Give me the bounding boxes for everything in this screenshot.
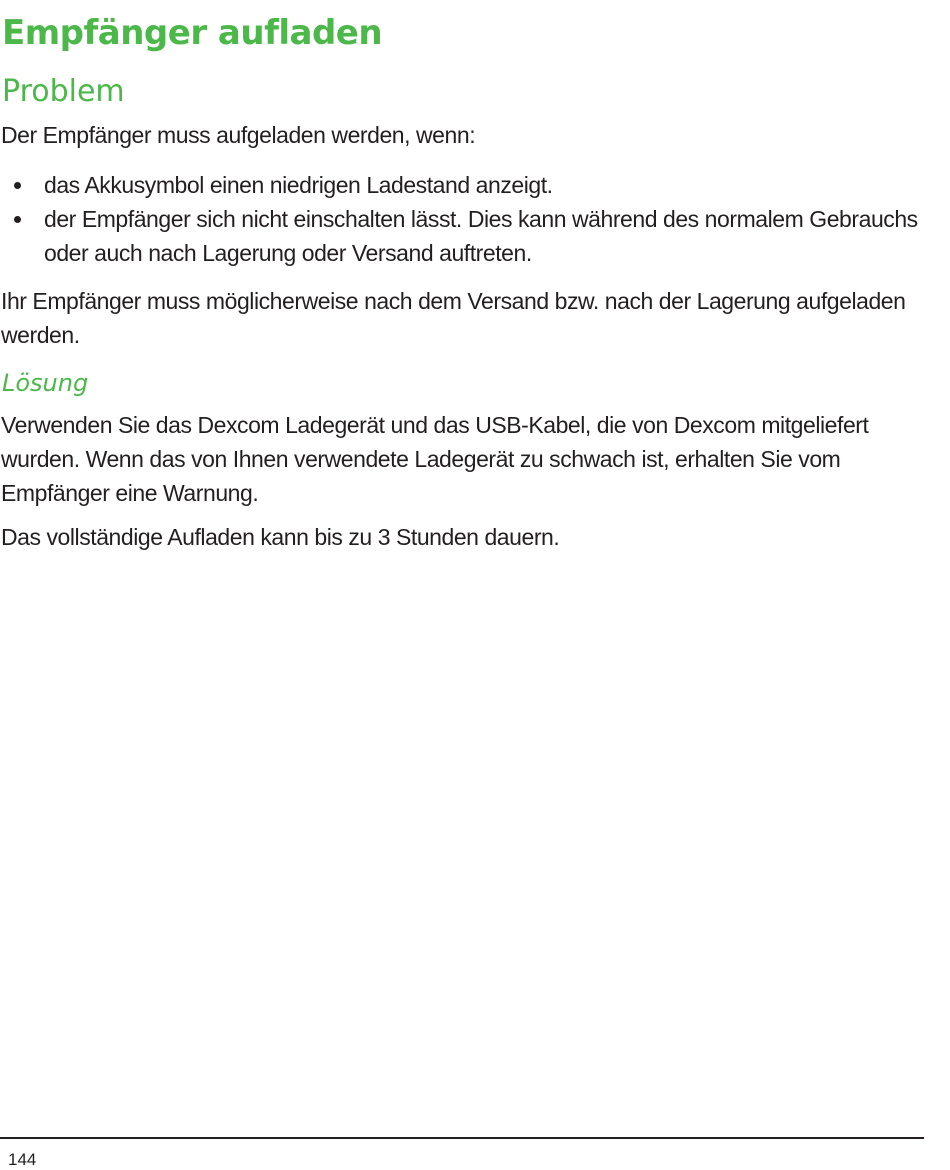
bullet-icon [14,216,21,223]
solution-heading: Lösung [2,369,89,397]
list-item [0,168,920,202]
page-number: 144 [8,1150,37,1169]
problem-intro: Der Empfänger muss aufgeladen werden, wenn: [1,122,476,148]
footer-divider [0,1137,924,1139]
problem-note: Ihr Empfänger muss möglicherweise nach dem Versand bzw. nach der Lagerung aufgeladen werden. [1,288,906,348]
list-item-text: der Empfänger sich nicht einschalten lässt. Dies kann während des normalem Gebrauchs oder auch nach Lagerung oder Versand auftreten. [44,206,918,266]
page-title: Empfänger aufladen [2,13,383,53]
charging-duration-text: Das vollständige Aufladen kann bis zu 3 Stunden dauern. [1,524,560,550]
solution-text: Verwenden Sie das Dexcom Ladegerät und das USB-Kabel, die von Dexcom mitgeliefert wurden. Wenn das von Ihnen verwendete Ladegerät zu schwach ist, erhalten Sie vom Empfänger eine Warnung. [1,412,869,506]
problem-bullet-list [0,168,920,270]
bullet-icon [14,182,21,189]
list-item-text: das Akkusymbol einen niedrigen Ladestand anzeigt. [44,172,553,198]
problem-heading: Problem [2,74,125,109]
list-item [0,202,920,270]
